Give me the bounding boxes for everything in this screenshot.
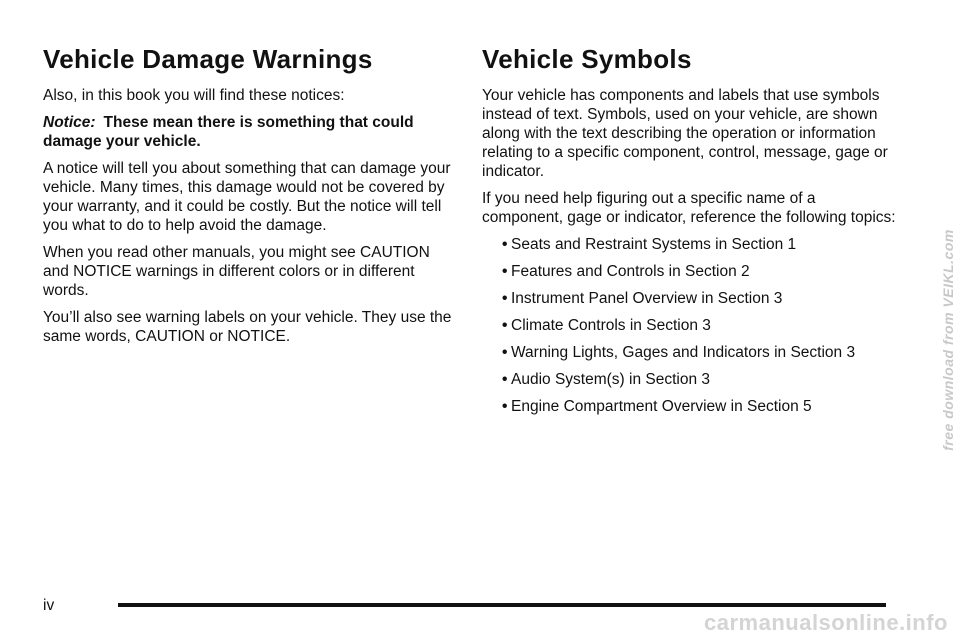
other-manuals-paragraph: When you read other manuals, you might see CAUTION and NOTICE warnings in different colors or in different words. — [43, 244, 430, 299]
left-column — [43, 42, 453, 354]
bullet-icon: • — [502, 236, 508, 253]
list-item — [504, 289, 897, 308]
notice-paragraph — [43, 113, 453, 151]
bullet-icon: • — [502, 317, 508, 334]
list-item-label: Audio System(s) in Section 3 — [511, 371, 711, 388]
list-item-label: Climate Controls in Section 3 — [511, 317, 711, 334]
intro-paragraph: Also, in this book you will find these notices: — [43, 87, 345, 104]
topics-list — [482, 235, 897, 416]
bullet-icon: • — [502, 290, 508, 307]
bullet-icon: • — [502, 263, 508, 280]
list-item-label: Seats and Restraint Systems in Section 1 — [511, 236, 797, 253]
list-item — [504, 397, 897, 416]
list-item — [504, 370, 897, 389]
notice-explanation-paragraph: A notice will tell you about something that can damage your vehicle. Many times, this damage would not be covered by your warranty, and it could be costly. But the notice will tell you what to do to help avoid the damage. — [43, 160, 451, 234]
list-item — [504, 235, 897, 254]
page-number: iv — [43, 597, 55, 614]
bullet-icon: • — [502, 398, 508, 415]
warning-labels-paragraph: You’ll also see warning labels on your vehicle. They use the same words, CAUTION or NOTICE. — [43, 309, 452, 345]
list-item-label: Warning Lights, Gages and Indicators in Section 3 — [511, 344, 856, 361]
notice-label: Notice: — [43, 114, 96, 131]
symbols-paragraph: Your vehicle has components and labels that use symbols instead of text. Symbols, used on your vehicle, are shown along with the text describing the operation or information relating to a specific component, control, message, gage or indicator. — [482, 87, 888, 180]
bottom-watermark: carmanualsonline.info — [704, 610, 948, 635]
bullet-icon: • — [502, 371, 508, 388]
list-item — [504, 262, 897, 281]
footer-rule — [118, 603, 886, 607]
list-item-label: Instrument Panel Overview in Section 3 — [511, 290, 783, 307]
list-item — [504, 316, 897, 335]
bullet-icon: • — [502, 344, 508, 361]
right-column — [482, 42, 897, 424]
section-heading-vehicle-symbols: Vehicle Symbols — [482, 44, 692, 74]
topics-intro-paragraph: If you need help figuring out a specific name of a component, gage or indicator, reference the following topics: — [482, 190, 896, 226]
section-heading-damage-warnings: Vehicle Damage Warnings — [43, 44, 373, 74]
list-item-label: Features and Controls in Section 2 — [511, 263, 750, 280]
list-item — [504, 343, 897, 362]
notice-text: These mean there is something that could damage your vehicle. — [43, 114, 414, 150]
side-watermark: free download from VEIKL.com — [940, 229, 956, 451]
list-item-label: Engine Compartment Overview in Section 5 — [511, 398, 812, 415]
